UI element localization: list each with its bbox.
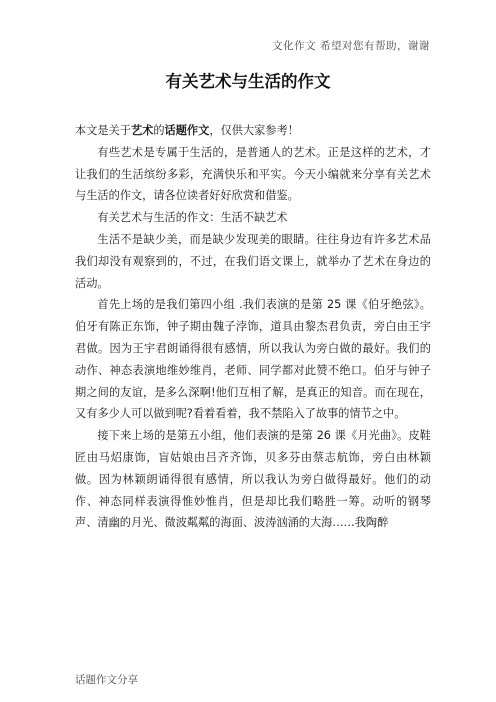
document-body bbox=[75, 120, 431, 534]
intro-text: 本文是关于 bbox=[75, 124, 131, 137]
intro-text: 的 bbox=[153, 124, 165, 137]
section-heading: 有关艺术与生活的作文：生活不缺艺术 bbox=[97, 211, 288, 225]
paragraph: 首先上场的是我们第四小组 .我们表演的是第 25 课《伯牙绝弦》。伯牙有陈正东饰，钟子期由魏子浡饰，道具由黎杰君负责，旁白由王宇君做。因为王宇君朗诵得很有感情，所以我认为旁白做的最好。我们的动作、神态表演地维妙维肖，老师、同学都对此赞不绝口。伯牙与钟子期之间的友谊，是多么深啊!他们互相了解，是真正的知音。而在现在，又有多少人可以做到呢?看着看着，我不禁陷入了故事的情节之中。 bbox=[75, 298, 431, 421]
intro-line bbox=[75, 120, 431, 142]
paragraph: 接下来上场的是第五小组，他们表演的是第 26 课《月光曲》。皮鞋匠由马炤康饰，盲姑娘由吕齐齐饰，贝多芬由蔡志航饰，旁白由林颖做。因为林颖朗诵得很有感情，所以我认为旁白做得最好。他们的动作、神态同样表演得惟妙惟肖，但是却比我们略胜一筹。动听的钢琴声、清幽的月光、微波粼粼的海面、波涛汹涌的大海……我陶醉 bbox=[75, 429, 431, 530]
paragraph: 生活不是缺少美，而是缺少发现美的眼睛。往往身边有许多艺术品我们却没有观察到的，不过，在我们语文课上，就举办了艺术在身边的活动。 bbox=[75, 232, 431, 290]
page-header: 文化作文 希望对您有帮助，谢谢 bbox=[272, 40, 430, 52]
intro-keyword-topic: 话题作文 bbox=[164, 124, 210, 137]
paragraph-intro: 有些艺术是专属于生活的，是普通人的艺术。正是这样的艺术，才让我们的生活缤纷多彩，充满快乐和平实。今天小编就来分享有关艺术与生活的作文，请各位读者好好欣赏和借鉴。 bbox=[75, 145, 431, 203]
page-footer: 话题作文分享 bbox=[75, 674, 138, 686]
intro-text: ，仅供大家参考！ bbox=[209, 124, 299, 137]
intro-keyword-art: 艺术 bbox=[130, 124, 154, 137]
document-title: 有关艺术与生活的作文 bbox=[165, 72, 331, 91]
